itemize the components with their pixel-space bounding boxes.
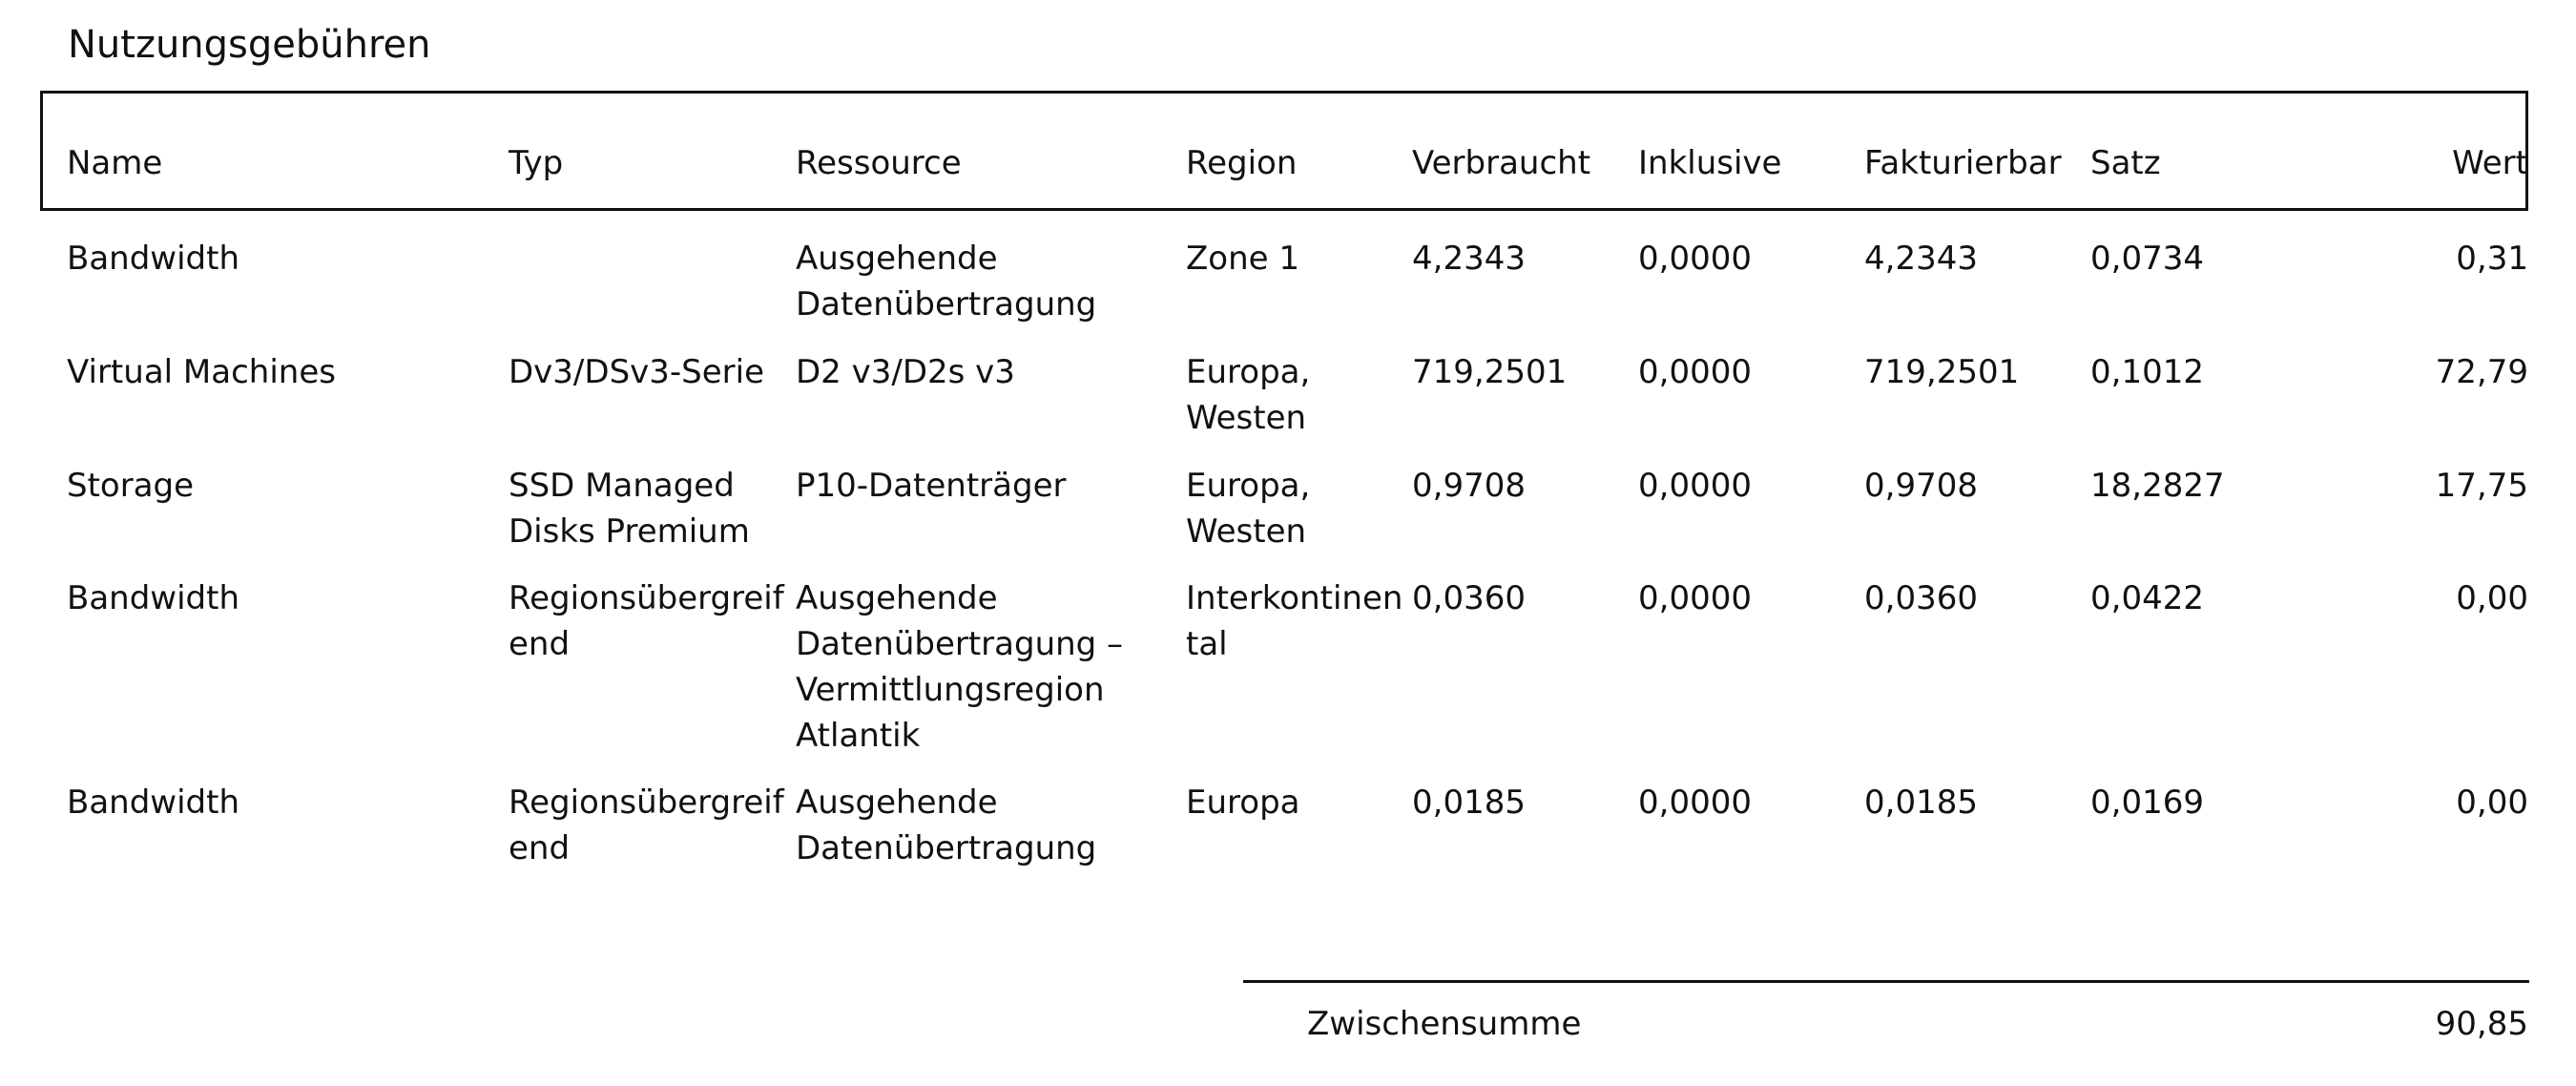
row-2-fakturierbar: 719,2501 [1864,353,2020,391]
row-4-region-line-1: Interkontinen [1186,579,1403,617]
row-3-name: Storage [67,467,195,505]
row-1-name: Bandwidth [67,240,240,278]
subtotal-label: Zwischensumme [1307,1005,1582,1043]
row-5-name: Bandwidth [67,783,240,822]
row-5-typ-line-2: end [509,829,571,867]
column-header-name: Name [67,144,163,182]
row-4-wert: 0,00 [2456,579,2528,617]
row-4-inklusive: 0,0000 [1638,579,1752,617]
row-5-ressource-line-1: Ausgehende [796,783,998,822]
row-3-inklusive: 0,0000 [1638,467,1752,505]
subtotal-divider [1243,980,2529,983]
row-5-typ-line-1: Regionsübergreif [509,783,784,822]
row-5-region-line-1: Europa [1186,783,1300,822]
row-1-fakturierbar: 4,2343 [1864,240,1978,278]
row-5-ressource-line-2: Datenübertragung [796,829,1097,867]
column-header-inklusive: Inklusive [1638,144,1782,182]
row-4-name: Bandwidth [67,579,240,617]
row-5-verbraucht: 0,0185 [1412,783,1526,822]
row-4-fakturierbar: 0,0360 [1864,579,1978,617]
row-3-verbraucht: 0,9708 [1412,467,1526,505]
row-3-region-line-1: Europa, [1186,467,1311,505]
row-2-wert: 72,79 [2435,353,2528,391]
column-header-region: Region [1186,144,1298,182]
row-3-region-line-2: Westen [1186,512,1307,551]
row-4-region-line-2: tal [1186,625,1228,663]
row-3-fakturierbar: 0,9708 [1864,467,1978,505]
row-1-inklusive: 0,0000 [1638,240,1752,278]
row-3-satz: 18,2827 [2090,467,2225,505]
row-2-inklusive: 0,0000 [1638,353,1752,391]
row-4-satz: 0,0422 [2090,579,2204,617]
row-4-ressource-line-2: Datenübertragung – [796,625,1124,663]
column-header-satz: Satz [2090,144,2161,182]
row-4-ressource-line-3: Vermittlungsregion [796,671,1105,709]
row-1-satz: 0,0734 [2090,240,2204,278]
row-3-typ-line-2: Disks Premium [509,512,750,551]
row-5-inklusive: 0,0000 [1638,783,1752,822]
section-title: Nutzungsgebühren [68,23,431,67]
row-4-typ-line-2: end [509,625,571,663]
row-2-satz: 0,1012 [2090,353,2204,391]
row-1-ressource-line-1: Ausgehende [796,240,998,278]
column-header-wert: Wert [2452,144,2528,182]
row-2-ressource-line-1: D2 v3/D2s v3 [796,353,1015,391]
row-4-typ-line-1: Regionsübergreif [509,579,784,617]
row-1-wert: 0,31 [2456,240,2528,278]
column-header-ressource: Ressource [796,144,962,182]
column-header-verbraucht: Verbraucht [1412,144,1591,182]
row-3-typ-line-1: SSD Managed [509,467,735,505]
row-5-fakturierbar: 0,0185 [1864,783,1978,822]
row-4-ressource-line-4: Atlantik [796,717,921,755]
row-2-typ-line-1: Dv3/DSv3-Serie [509,353,765,391]
row-3-wert: 17,75 [2435,467,2528,505]
row-2-region-line-1: Europa, [1186,353,1311,391]
column-header-typ: Typ [509,144,564,182]
row-1-verbraucht: 4,2343 [1412,240,1526,278]
row-1-ressource-line-2: Datenübertragung [796,285,1097,324]
row-4-verbraucht: 0,0360 [1412,579,1526,617]
row-2-verbraucht: 719,2501 [1412,353,1568,391]
column-header-fakturierbar: Fakturierbar [1864,144,2062,182]
row-5-wert: 0,00 [2456,783,2528,822]
row-2-region-line-2: Westen [1186,399,1307,437]
row-4-ressource-line-1: Ausgehende [796,579,998,617]
subtotal-value: 90,85 [2435,1005,2528,1043]
row-1-region-line-1: Zone 1 [1186,240,1299,278]
row-3-ressource-line-1: P10-Datenträger [796,467,1067,505]
row-2-name: Virtual Machines [67,353,336,391]
row-5-satz: 0,0169 [2090,783,2204,822]
